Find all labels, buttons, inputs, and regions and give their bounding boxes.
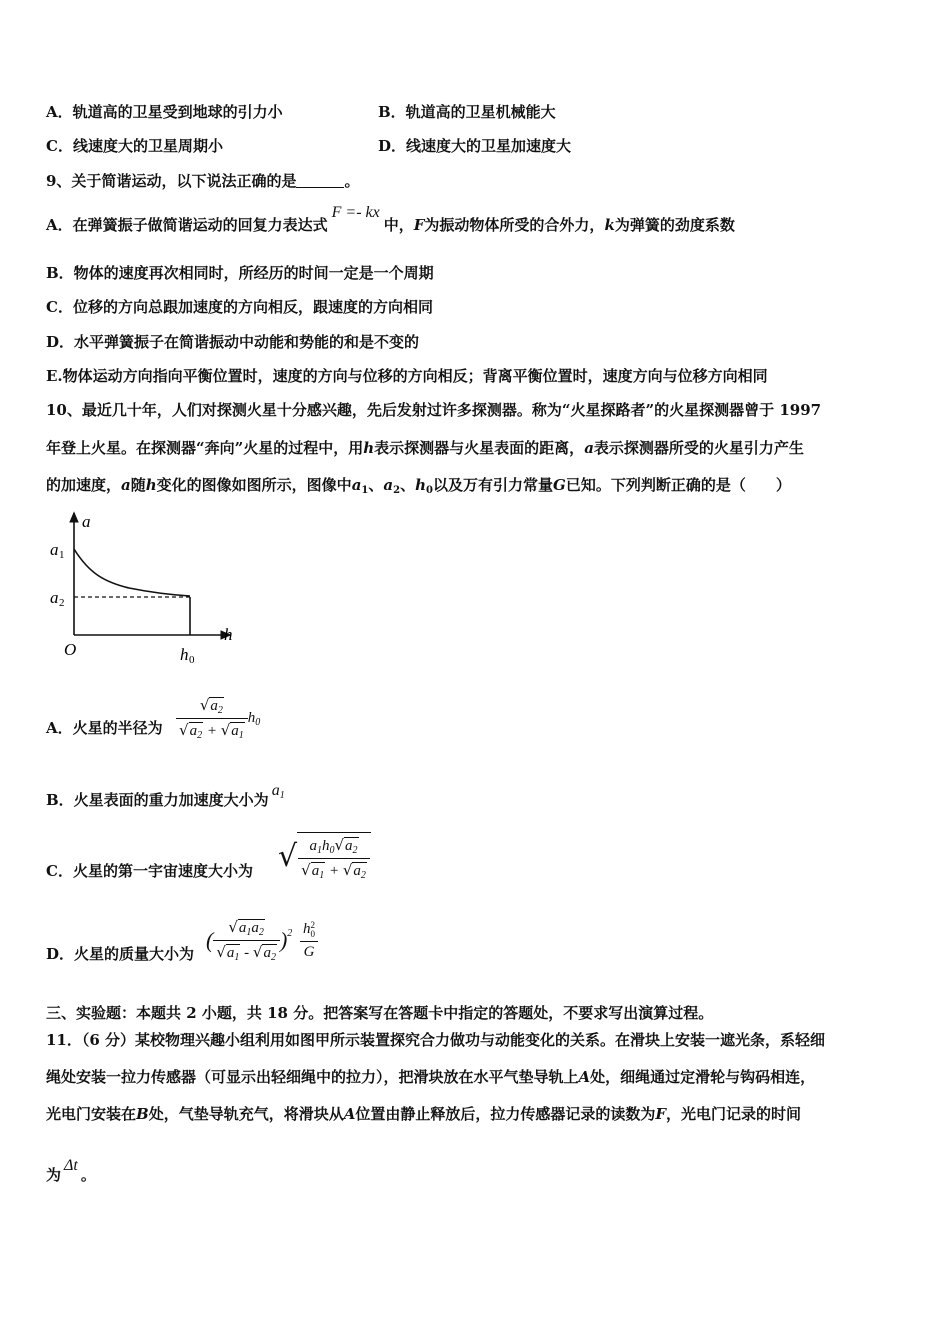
- acceleration-curve: [74, 549, 190, 596]
- q10-option-b[interactable]: B．火星表面的重力加速度大小为$a_1$: [46, 782, 285, 809]
- restoring-force-formula: F =- kx: [331, 204, 380, 221]
- option-c[interactable]: C．线速度大的卫星周期小: [46, 137, 223, 155]
- section-3-header: 三、实验题：本题共 2 小题，共 18 分。把答案写在答题卡中指定的答题处，不要求写出演算过程。: [46, 1004, 714, 1022]
- question-11-line2: 绳处安装一拉力传感器（可显示出轻细绳中的拉力），把滑块放在水平气垫导轨上A处，细绳通过定滑轮与钩码相连，: [46, 1068, 816, 1086]
- a1-label: a: [50, 540, 59, 559]
- a2-label-subscript: 2: [59, 597, 65, 609]
- option-b[interactable]: B．轨道高的卫星机械能大: [378, 103, 556, 121]
- question-10-line3: 的加速度，a随h变化的图像如图所示，图像中$a_1$、$a_2$、$h_0$以及万有引力常量G已知。下列判断正确的是（ ）: [46, 476, 791, 496]
- q10-option-d[interactable]: D．火星的质量大小为: [46, 945, 195, 963]
- q10-option-a[interactable]: A．火星的半径为: [46, 719, 163, 737]
- a1-label-subscript: 1: [59, 549, 65, 561]
- mars-mass-formula: ( $\frac{√a_1a_2}{√a_1 - √a_2}$ )$^2$ h2 0 G: [206, 918, 318, 963]
- option-d[interactable]: D．线速度大的卫星加速度大: [378, 137, 572, 155]
- h0-label: h: [180, 645, 189, 664]
- origin-label: O: [64, 640, 77, 659]
- q9-option-a[interactable]: A．在弹簧振子做简谐运动的回复力表达式F =- kx中，F为振动物体所受的合外力，k为弹簧的劲度系数: [46, 204, 735, 234]
- h0-label-subscript: 0: [189, 654, 195, 666]
- question-9-stem: 9、关于简谐运动，以下说法正确的是 。: [46, 172, 360, 190]
- q9-option-e[interactable]: E.物体运动方向指向平衡位置时，速度的方向与位移的方向相反；背离平衡位置时，速度方向与位移方向相同: [46, 367, 768, 385]
- x-axis-label: h: [224, 625, 233, 644]
- q9-option-d[interactable]: D．水平弹簧振子在简谐振动中动能和势能的和是不变的: [46, 333, 420, 351]
- radius-formula: $\frac{√a_2}{√a_2 + √a_1}$ $h_0$: [176, 696, 260, 741]
- q9-option-b[interactable]: B．物体的速度再次相同时，所经历的时间一定是一个周期: [46, 264, 434, 282]
- question-11-line3: 光电门安装在B处，气垫导轨充气，将滑块从A位置由静止释放后，拉力传感器记录的读数为F，光电门记录的时间: [46, 1105, 802, 1123]
- question-11-line1: 11．（6 分）某校物理兴趣小组利用如图甲所示装置探究合力做功与动能变化的关系。在滑块上安装一遮光条，系轻细: [46, 1031, 826, 1049]
- q9-option-c[interactable]: C．位移的方向总跟加速度的方向相反，跟速度的方向相同: [46, 298, 433, 316]
- answer-blank[interactable]: [296, 173, 344, 188]
- q10-option-c[interactable]: C．火星的第一宇宙速度大小为: [46, 862, 253, 880]
- question-10-line1: 10、最近几十年，人们对探测火星十分感兴趣，先后发射过许多探测器。称为“火星探路者”的火星探测器曾于 1997: [46, 401, 822, 419]
- a2-label: a: [50, 588, 59, 607]
- y-axis-label: a: [82, 512, 91, 531]
- delta-t-symbol: Δt: [64, 1157, 78, 1174]
- question-11-line4: 为Δt。: [46, 1157, 96, 1184]
- surface-gravity-formula: $a_1$: [271, 782, 285, 801]
- question-10-line2: 年登上火星。在探测器“奔向”火星的过程中，用h表示探测器与火星表面的距离，a表示探测器所受的火星引力产生: [46, 439, 804, 457]
- first-cosmic-velocity-formula: √ $\frac{a_1h_0√a_2}{√a_1 + √a_2}$: [278, 832, 371, 881]
- option-a[interactable]: A．轨道高的卫星受到地球的引力小: [46, 103, 283, 121]
- acceleration-height-graph: [44, 505, 244, 670]
